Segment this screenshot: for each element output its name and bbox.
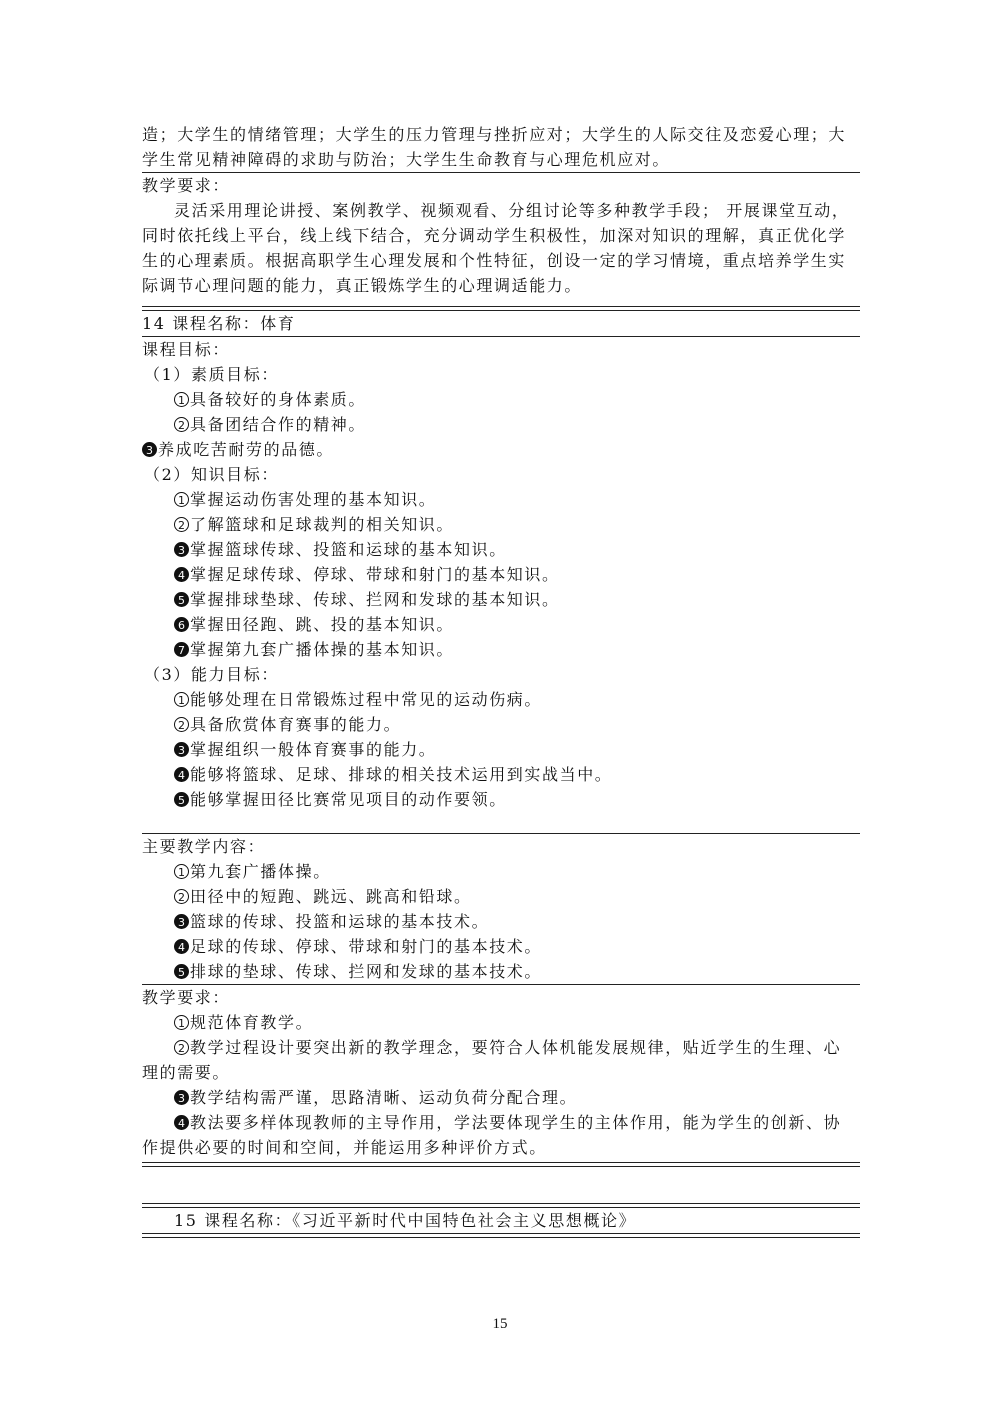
ability-goal-label: （3）能力目标： [144, 665, 279, 684]
list-item: 2 具备团结合作的精神。 [142, 412, 860, 437]
list-item: 1 能够处理在日常锻炼过程中常见的运动伤病。 [142, 687, 860, 712]
number-3-icon: 3 [174, 1090, 189, 1105]
number-5-icon: 5 [174, 592, 189, 607]
number-4-icon: 4 [174, 939, 189, 954]
list-item: 3 掌握篮球传球、投篮和运球的基本知识。 [142, 537, 860, 562]
page-number: 15 [492, 1316, 508, 1332]
list-item: 1 第九套广播体操。 [142, 859, 860, 884]
teaching-requirements-label: 教学要求： [142, 176, 231, 195]
list-item: 5 能够掌握田径比赛常见项目的动作要领。 [142, 787, 860, 812]
list-item: 1 具备较好的身体素质。 [142, 387, 860, 412]
number-3-icon: 3 [174, 914, 189, 929]
paragraph-line: 同时依托线上平台，线上线下结合，充分调动学生积极性，加深对知识的理解，真正优化学 [142, 226, 847, 245]
list-item: 7 掌握第九套广播体操的基本知识。 [142, 637, 860, 662]
list-item: 3 掌握组织一般体育赛事的能力。 [142, 737, 860, 762]
course-goal-label: 课程目标： [142, 340, 231, 359]
list-item: 5 掌握排球垫球、传球、拦网和发球的基本知识。 [142, 587, 860, 612]
number-4-icon: 4 [174, 567, 189, 582]
number-6-icon: 6 [174, 617, 189, 632]
list-item: 4 能够将篮球、足球、排球的相关技术运用到实战当中。 [142, 762, 860, 787]
list-item: 6 掌握田径跑、跳、投的基本知识。 [142, 612, 860, 637]
list-item-continuation: 理的需要。 [142, 1063, 231, 1082]
number-2-icon: 2 [174, 417, 189, 432]
main-content-label: 主要教学内容： [142, 837, 266, 856]
list-item: 3 教学结构需严谨，思路清晰、运动负荷分配合理。 [142, 1085, 860, 1110]
number-1-icon: 1 [174, 1015, 189, 1030]
number-4-icon: 4 [174, 767, 189, 782]
list-item-continuation: 作提供必要的时间和空间，并能运用多种评价方式。 [142, 1138, 547, 1157]
number-2-icon: 2 [174, 717, 189, 732]
number-2-icon: 2 [174, 517, 189, 532]
number-3-icon: 3 [174, 542, 189, 557]
number-1-icon: 1 [174, 692, 189, 707]
paragraph-line: 际调节心理问题的能力，真正锻炼学生的心理调适能力。 [142, 276, 583, 295]
knowledge-goal-label: （2）知识目标： [144, 465, 279, 484]
list-item: 4 掌握足球传球、停球、带球和射门的基本知识。 [142, 562, 860, 587]
quality-goal-label: （1）素质目标： [144, 365, 279, 384]
number-3-icon: 3 [142, 442, 157, 457]
list-item: 3 篮球的传球、投篮和运球的基本技术。 [142, 909, 860, 934]
number-2-icon: 2 [174, 889, 189, 904]
number-3-icon: 3 [174, 742, 189, 757]
list-item: 4 教法要多样体现教师的主导作用，学法要体现学生的主体作用，能为学生的创新、协 [142, 1110, 860, 1135]
number-5-icon: 5 [174, 792, 189, 807]
content-continuation-line: 造；大学生的情绪管理；大学生的压力管理与挫折应对；大学生的人际交往及恋爱心理；大 [142, 125, 847, 144]
teaching-requirements-label: 教学要求： [142, 988, 231, 1007]
number-2-icon: 2 [174, 1040, 189, 1055]
paragraph-line: 灵活采用理论讲授、案例教学、视频观看、分组讨论等多种教学手段； 开展课堂互动， [174, 201, 850, 220]
number-1-icon: 1 [174, 864, 189, 879]
content-continuation-line: 学生常见精神障碍的求助与防治；大学生生命教育与心理危机应对。 [142, 150, 671, 169]
section-divider [142, 1233, 860, 1238]
list-item: 2 教学过程设计要突出新的教学理念，要符合人体机能发展规律，贴近学生的生理、心 [142, 1035, 860, 1060]
number-1-icon: 1 [174, 492, 189, 507]
list-item: 5 排球的垫球、传球、拦网和发球的基本技术。 [142, 959, 860, 984]
list-item: 3 养成吃苦耐劳的品德。 [142, 437, 860, 462]
number-1-icon: 1 [174, 392, 189, 407]
list-item: 2 田径中的短跑、跳远、跳高和铅球。 [142, 884, 860, 909]
paragraph-line: 生的心理素质。根据高职学生心理发展和个性特征，创设一定的学习情境，重点培养学生实 [142, 251, 847, 270]
list-item: 1 规范体育教学。 [142, 1010, 860, 1035]
course-title: 14 课程名称：体育 [142, 314, 296, 333]
list-item: 1 掌握运动伤害处理的基本知识。 [142, 487, 860, 512]
list-item: 2 了解篮球和足球裁判的相关知识。 [142, 512, 860, 537]
number-4-icon: 4 [174, 1115, 189, 1130]
list-item: 4 足球的传球、停球、带球和射门的基本技术。 [142, 934, 860, 959]
list-item: 2 具备欣赏体育赛事的能力。 [142, 712, 860, 737]
number-7-icon: 7 [174, 642, 189, 657]
course-title: 15 课程名称：《习近平新时代中国特色社会主义思想概论》 [174, 1211, 637, 1230]
number-5-icon: 5 [174, 964, 189, 979]
page-content [142, 122, 860, 1238]
